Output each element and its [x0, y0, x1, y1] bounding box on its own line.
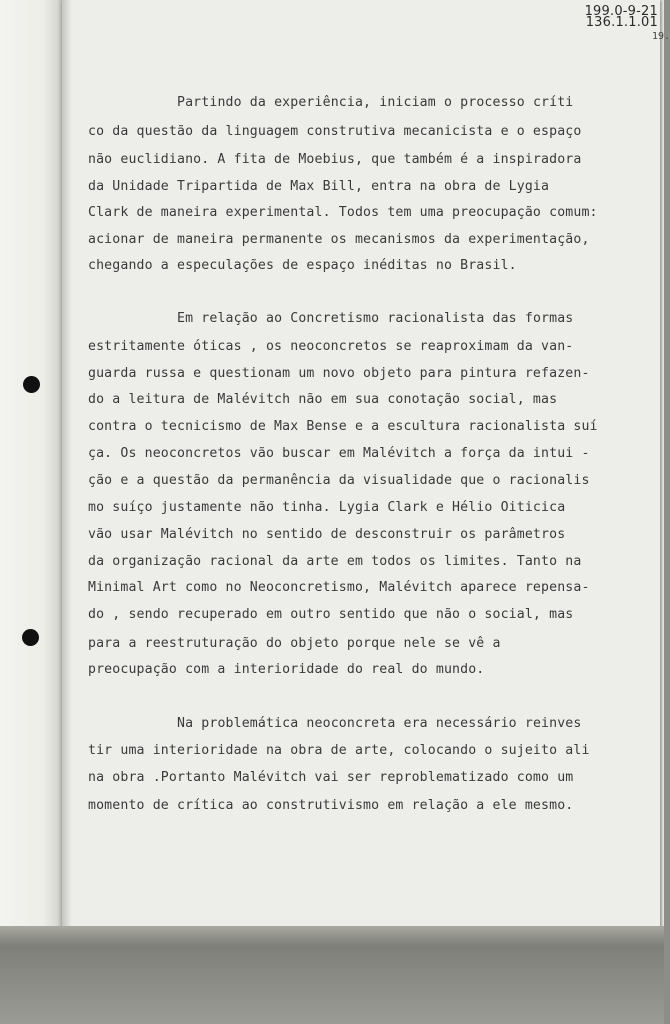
text-line: Clark de maneira experimental. Todos tem uma preocupação comum: — [88, 205, 598, 220]
text-line: Partindo da experiência, iniciam o processo críti — [177, 95, 574, 110]
text-line: da Unidade Tripartida de Max Bill, entra na obra de Lygia — [88, 179, 550, 194]
text-line: chegando a especulações de espaço inéditas no Brasil. — [88, 258, 517, 273]
text-line: contra o tecnicismo de Max Bense e a escultura racionalista suí — [88, 419, 598, 434]
text-line: do a leitura de Malévitch não em sua conotação social, mas — [88, 392, 558, 407]
text-line: Na problemática neoconcreta era necessário reinves — [177, 716, 582, 731]
text-line: tir uma interioridade na obra de arte, colocando o sujeito ali — [88, 743, 590, 758]
text-line: estritamente óticas , os neoconcretos se reaproximam da van- — [88, 339, 574, 354]
text-line: ça. Os neoconcretos vão buscar em Malévitch a força da intui - — [88, 446, 590, 461]
text-line: do , sendo recuperado em outro sentido que não o social, mas — [88, 607, 574, 622]
text-line: co da questão da linguagem construtiva mecanicista e o espaço — [88, 124, 582, 139]
page-number: 19. — [652, 31, 670, 42]
scanner-edge-strip — [0, 0, 62, 930]
text-line: para a reestruturação do objeto porque nele se vê a — [88, 636, 501, 651]
text-line: Em relação ao Concretismo racionalista das formas — [177, 311, 574, 326]
archive-code: 199.0-9-21 — [584, 4, 658, 19]
text-line: mo suíço justamente não tinha. Lygia Clark e Hélio Oiticica — [88, 500, 566, 515]
text-line: momento de crítica ao construtivismo em relação a ele mesmo. — [88, 798, 574, 813]
punch-hole — [23, 376, 40, 393]
text-line: da organização racional da arte em todos os limites. Tanto na — [88, 554, 582, 569]
text-line: Minimal Art como no Neoconcretismo, Malévitch aparece repensa- — [88, 580, 590, 595]
scanner-bottom-shadow — [0, 926, 664, 1024]
text-line: vão usar Malévitch no sentido de desconstruir os parâmetros — [88, 527, 566, 542]
text-line: não euclidiano. A fita de Moebius, que também é a inspiradora — [88, 152, 582, 167]
punch-hole — [22, 629, 39, 646]
text-line: guarda russa e questionam um novo objeto para pintura refazen- — [88, 366, 590, 381]
text-line: acionar de maneira permanente os mecanismos da experimentação, — [88, 232, 590, 247]
text-line: ção e a questão da permanência da visualidade que o racionalis — [88, 473, 590, 488]
text-line: na obra .Portanto Malévitch vai ser reproblematizado como um — [88, 770, 574, 785]
text-line: preocupação com a interioridade do real do mundo. — [88, 662, 485, 677]
archive-code: 136.1.1.01 — [585, 15, 658, 30]
typewritten-page — [62, 0, 670, 934]
